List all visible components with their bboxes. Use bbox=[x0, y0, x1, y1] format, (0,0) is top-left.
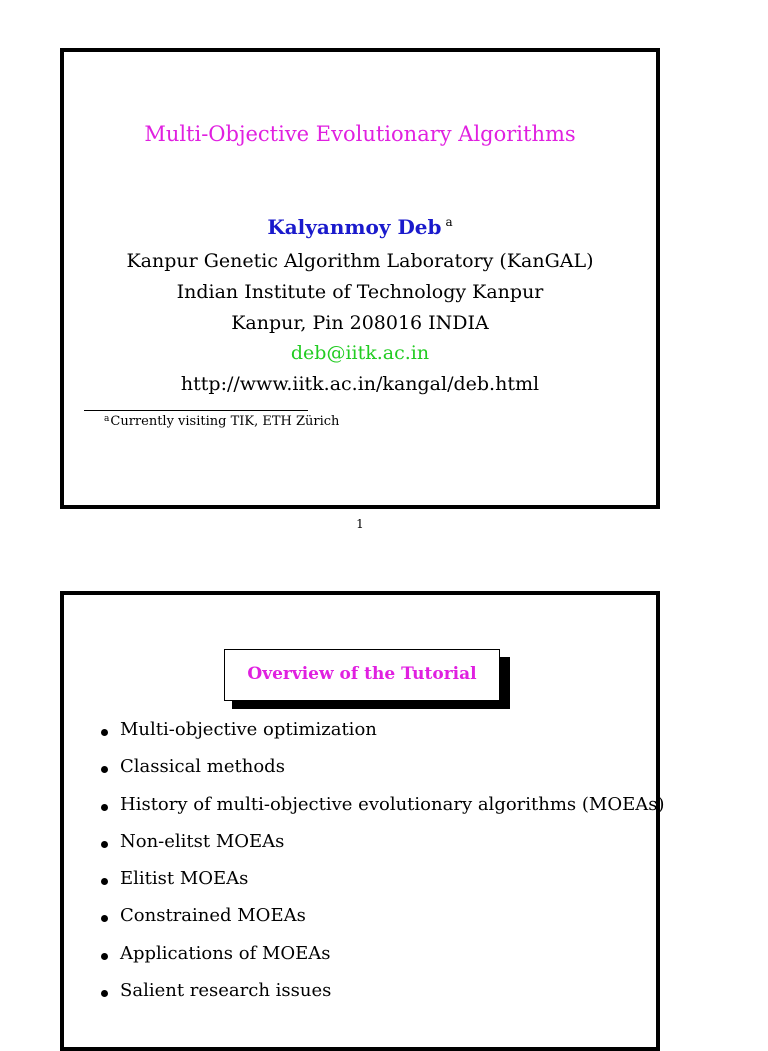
slide-title-box: Overview of the Tutorial bbox=[224, 649, 500, 701]
list-item: Multi-objective optimization bbox=[100, 715, 665, 752]
list-item: Non-elitst MOEAs bbox=[100, 827, 665, 864]
slide-title: Multi-Objective Evolutionary Algorithms bbox=[144, 122, 576, 146]
author-footnote-mark: a bbox=[445, 215, 453, 229]
author-name bbox=[64, 215, 656, 239]
list-item: Elitist MOEAs bbox=[100, 864, 665, 901]
affiliation-address: Kanpur, Pin 208016 INDIA bbox=[231, 312, 489, 334]
slide-1 bbox=[60, 48, 660, 509]
footnote-mark: a bbox=[104, 414, 110, 424]
list-item: Salient research issues bbox=[100, 976, 665, 1013]
footnote-divider bbox=[84, 410, 308, 411]
author-name-text: Kalyanmoy Deb bbox=[267, 215, 442, 239]
author-url: http://www.iitk.ac.in/kangal/deb.html bbox=[180, 373, 540, 395]
footnote-text: Currently visiting TIK, ETH Zürich bbox=[110, 414, 340, 429]
page-number: 1 bbox=[356, 517, 364, 531]
list-item: Classical methods bbox=[100, 752, 665, 789]
footnote bbox=[104, 414, 339, 429]
affiliation-lab: Kanpur Genetic Algorithm Laboratory (KanGAL) bbox=[126, 250, 594, 272]
author-email: deb@iitk.ac.in bbox=[290, 342, 430, 364]
affiliation-institute: Indian Institute of Technology Kanpur bbox=[176, 281, 544, 303]
bullet-list bbox=[100, 715, 665, 1013]
list-item: Applications of MOEAs bbox=[100, 939, 665, 976]
slide-2 bbox=[60, 591, 665, 1051]
list-item: History of multi-objective evolutionary algorithms (MOEAs) bbox=[100, 790, 665, 827]
list-item: Constrained MOEAs bbox=[100, 901, 665, 938]
